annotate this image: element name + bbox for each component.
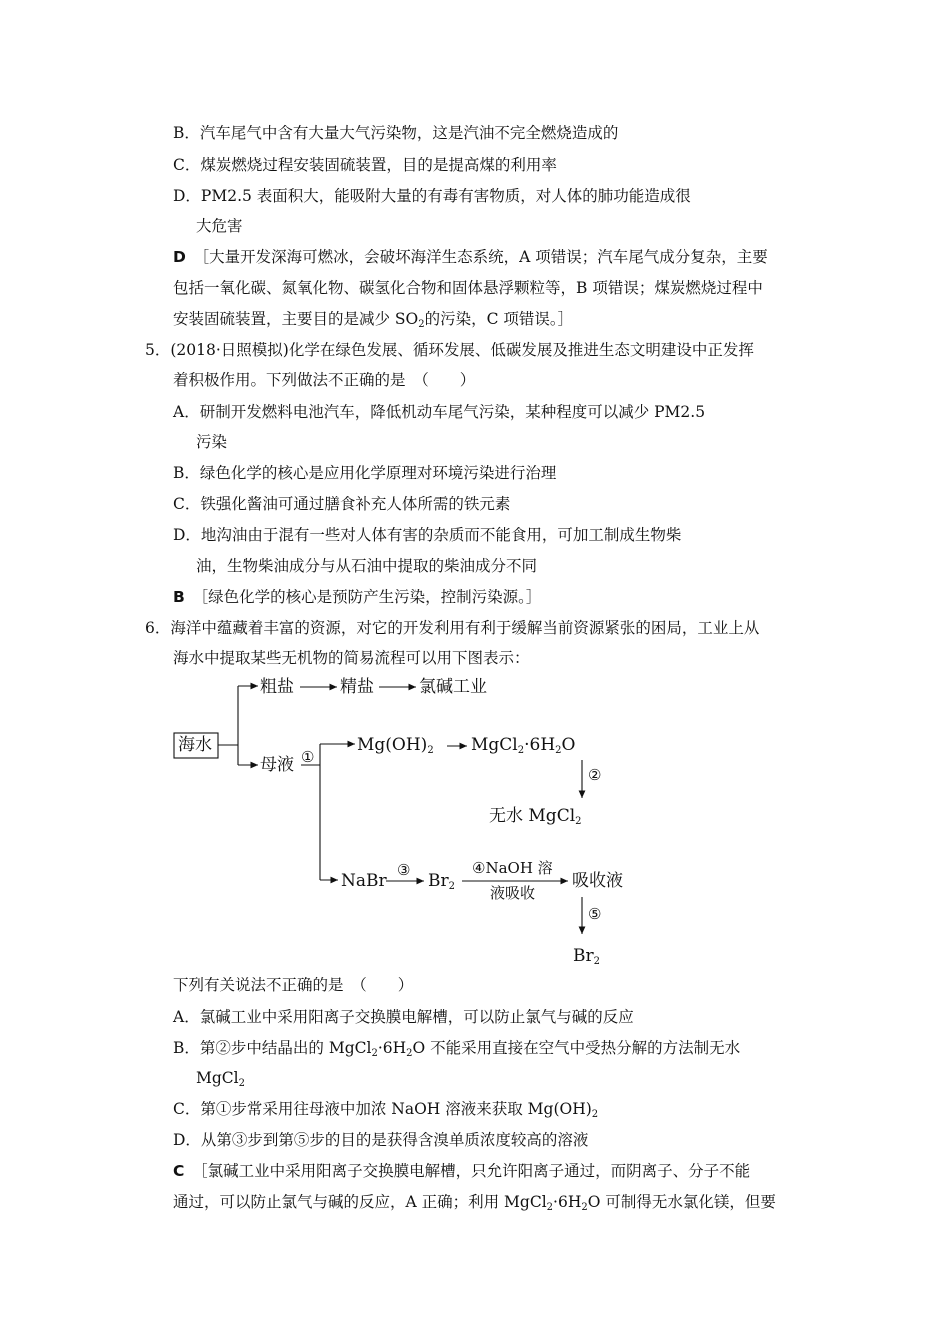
q5-answer: B [173,588,185,606]
chlor-alkali-node: 氯碱工业 [419,677,487,697]
mgcl2-hydrate-node: $MgCl_2\cdot 6H_2O$ [471,735,576,756]
q6-explanation-line1: C ［氯碱工业中采用阳离子交换膜电解槽，只允许阳离子通过，而阴离子、分子不能 [173,1162,751,1180]
q6-stem-line1: 6．海洋中蕴藏着丰富的资源，对它的开发利用有利于缓解当前资源紧张的困局，工业上从 [145,619,760,637]
q6-option-a: A．氯碱工业中采用阳离子交换膜电解槽，可以防止氯气与碱的反应 [173,1008,634,1026]
q6-question: 下列有关说法不正确的是 （ ） [173,976,414,994]
step1-label: ① [301,748,315,766]
mother-liquor-node: 母液 [260,755,294,775]
q5-stem-line1: 5．(2018·日照模拟)化学在绿色发展、循环发展、低碳发展及推进生态文明建设中正发挥 [145,341,754,359]
seawater-node: 海水 [178,735,212,755]
q6-option-d: D．从第③步到第⑤步的目的是获得含溴单质浓度较高的溶液 [173,1131,589,1149]
anhydrous-mgcl2-node: 无水 MgCl$_2$ [489,806,582,827]
q4-option-c: C．煤炭燃烧过程安装固硫装置，目的是提高煤的利用率 [173,156,557,174]
q5-option-d-line1: D．地沟油由于混有一些对人体有害的杂质而不能食用，可加工制成生物柴 [173,526,682,544]
mgoh2-node: $Mg(OH)_2$ [357,735,434,756]
q4-answer: D [173,248,186,266]
step3-label: ③ [397,861,411,879]
q5-option-d-line2: 油，生物柴油成分与从石油中提取的柴油成分不同 [196,557,538,575]
crude-salt-node: 粗盐 [260,677,294,697]
br2-node: $Br_2$ [428,871,455,892]
step2-label: ② [588,766,602,784]
q5-option-a-line1: A．研制开发燃料电池汽车，降低机动车尾气污染，某种程度可以减少 PM2.5 [173,403,706,421]
q6-answer: C [173,1162,185,1180]
q5-option-c: C．铁强化酱油可通过膳食补充人体所需的铁元素 [173,495,511,513]
nabr-node: NaBr [341,871,387,891]
refined-salt-node: 精盐 [340,677,374,697]
q6-option-c: C．第①步常采用往母液中加浓 NaOH 溶液来获取 $Mg(OH)_2$ [173,1100,599,1120]
q6-option-b-line2: MgCl$_2$ [196,1069,245,1089]
q5-option-a-line2: 污染 [196,433,228,451]
q6-explanation-line2: 通过，可以防止氯气与碱的反应，A 正确；利用 $MgCl_2\cdot 6H_2O$ 可制得无水氯化镁，但要 [173,1193,776,1213]
q6-option-b-line1: B．第②步中结晶出的 $MgCl_2\cdot 6H_2O$ 不能采用直接在空气中受热分解的方法制无水 [173,1039,741,1059]
step4-label-top: ④NaOH 溶 [472,859,553,877]
step5-label: ⑤ [588,905,602,923]
q4-option-d-line1: D．PM2.5 表面积大，能吸附大量的有毒有害物质，对人体的肺功能造成很 [173,187,691,205]
br2-final-node: $Br_2$ [573,946,600,967]
seawater-box [174,733,218,758]
q4-explanation-line3: 安装固硫装置，主要目的是减少 $SO_2$的污染，C 项错误。］ [173,310,574,330]
absorption-liquid-node: 吸收液 [572,871,623,891]
q5-explanation: B ［绿色化学的核心是预防产生污染，控制污染源。］ [173,588,542,606]
q4-explanation-line1: D ［大量开发深海可燃冰，会破坏海洋生态系统，A 项错误；汽车尾气成分复杂，主要 [173,248,768,266]
step4-label-bottom: 液吸收 [490,884,536,902]
q4-option-b: B．汽车尾气中含有大量大气污染物，这是汽油不完全燃烧造成的 [173,124,619,142]
q6-stem-line2: 海水中提取某些无机物的简易流程可以用下图表示： [173,649,530,667]
q5-stem-line2: 着积极作用。下列做法不正确的是 （ ） [173,371,476,389]
q4-explanation-line2: 包括一氧化碳、氮氧化物、碳氢化合物和固体悬浮颗粒等，B 项错误；煤炭燃烧过程中 [173,279,763,297]
q5-option-b: B．绿色化学的核心是应用化学原理对环境污染进行治理 [173,464,557,482]
q4-option-d-line2: 大危害 [196,217,243,235]
